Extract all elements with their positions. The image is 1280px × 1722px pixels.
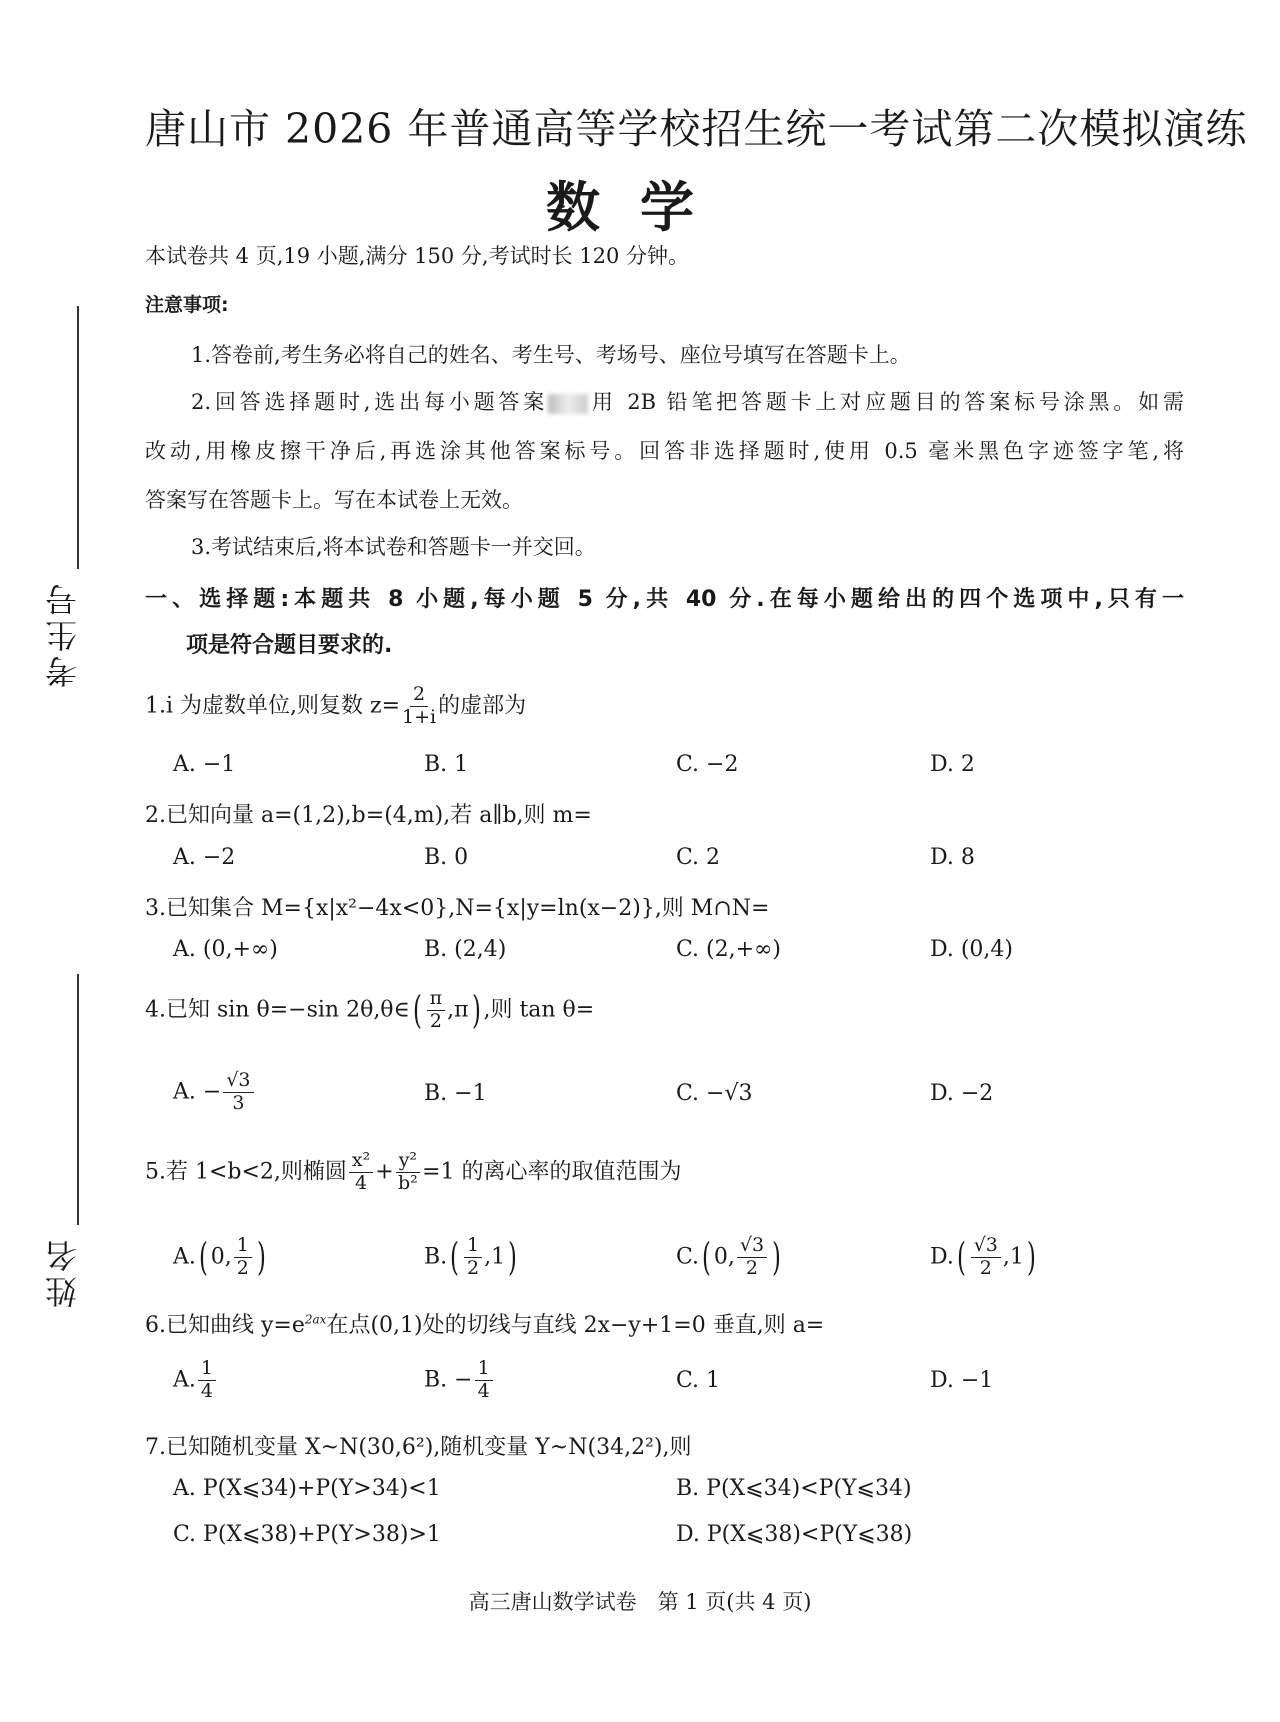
label: C. <box>676 1244 700 1270</box>
fraction <box>427 988 446 1033</box>
notice-text: 用 2B 铅笔把答题卡上对应题目的答案标号涂黑。如需 <box>588 390 1184 414</box>
exam-no-line <box>77 306 79 569</box>
q6-option-a <box>173 1358 218 1403</box>
question-4 <box>145 988 594 1033</box>
fraction <box>349 1150 373 1195</box>
denominator: 3 <box>232 1091 245 1114</box>
q2-option-d: D. 8 <box>930 845 975 870</box>
q6-option-b <box>424 1358 495 1403</box>
q5-option-c <box>676 1235 784 1280</box>
q2-option-c: C. 2 <box>676 845 721 870</box>
fraction <box>475 1358 493 1403</box>
name-label: 姓名 <box>44 1236 82 1308</box>
right-paren: ) <box>256 1235 266 1280</box>
q4-option-c: C. −√3 <box>676 1081 753 1106</box>
label: B. − <box>424 1367 473 1393</box>
numerator: 1 <box>234 1235 252 1258</box>
exponent: 2ax <box>304 1312 327 1327</box>
text: ,1 <box>484 1244 506 1270</box>
q2-option-b: B. 0 <box>424 845 469 870</box>
section-heading-line-1: 一、选择题:本题共 8 小题,每小题 5 分,共 40 分.在每小题给出的四个选项中,只有一 <box>145 587 1184 612</box>
text: 0, <box>713 1244 735 1270</box>
stem: 的虚部为 <box>438 693 527 719</box>
label: A. <box>173 1244 196 1270</box>
q4-option-b: B. −1 <box>424 1081 487 1106</box>
denominator: 1+i <box>402 705 437 728</box>
numerator: π <box>427 988 446 1011</box>
q7-option-b: B. P(X⩽34)<P(Y⩽34) <box>676 1476 912 1501</box>
notice-heading: 注意事项: <box>145 294 229 316</box>
blurred-region <box>548 394 588 414</box>
label: D. <box>930 1244 954 1270</box>
left-paren: ( <box>956 1235 966 1280</box>
fraction <box>223 1070 253 1115</box>
q3-option-c: C. (2,+∞) <box>676 937 781 962</box>
fraction <box>464 1235 482 1280</box>
q4-option-d: D. −2 <box>930 1081 994 1106</box>
numerator: x² <box>349 1150 373 1173</box>
numerator: 1 <box>464 1235 482 1258</box>
notice-item-2-line-2: 改动,用橡皮擦干净后,再选涂其他答案标号。回答非选择题时,使用 0.5 毫米黑色字迹签字笔,将 <box>145 439 1184 463</box>
q6-option-c: C. 1 <box>676 1368 721 1393</box>
numerator: y² <box>396 1150 420 1173</box>
denominator: b² <box>397 1171 418 1194</box>
stem: =1 的离心率的取值范围为 <box>422 1159 682 1185</box>
q1-option-d: D. 2 <box>930 752 975 777</box>
question-5 <box>145 1150 682 1195</box>
denominator: 2 <box>467 1256 480 1279</box>
exam-no-label: 考生号 <box>44 580 82 688</box>
q1-option-a: A. −1 <box>173 752 236 777</box>
subject-title: 数学 <box>546 176 734 239</box>
denominator: 2 <box>429 1009 442 1032</box>
denominator: 4 <box>355 1171 368 1194</box>
notice-item-3: 3.考试结束后,将本试卷和答题卡一并交回。 <box>191 535 596 559</box>
q3-option-d: D. (0,4) <box>930 937 1013 962</box>
numerator: √3 <box>971 1235 1001 1258</box>
q2-option-a: A. −2 <box>173 845 236 870</box>
right-paren: ) <box>772 1235 781 1280</box>
q6-option-d: D. −1 <box>930 1368 994 1393</box>
stem: 1.i 为虚数单位,则复数 z= <box>145 693 401 719</box>
stem: 5.若 1<b<2,则椭圆 <box>145 1159 347 1185</box>
notice-item-2-line-3: 答案写在答题卡上。写在本试卷上无效。 <box>145 488 523 512</box>
fraction <box>737 1235 767 1280</box>
stem: 4.已知 sin θ=−sin 2θ,θ∈ <box>145 997 410 1023</box>
exam-title: 唐山市 2026 年普通高等学校招生统一考试第二次模拟演练 <box>145 105 1248 153</box>
label: B. <box>424 1244 448 1270</box>
right-paren: ) <box>1026 1235 1036 1280</box>
stem: ,π <box>447 997 469 1023</box>
notice-item-1: 1.答卷前,考生务必将自己的姓名、考生号、考场号、座位号填写在答题卡上。 <box>191 343 911 367</box>
exam-info: 本试卷共 4 页,19 小题,满分 150 分,考试时长 120 分钟。 <box>145 244 689 268</box>
stem: 6.已知曲线 y=e <box>145 1313 305 1338</box>
question-7: 7.已知随机变量 X~N(30,6²),随机变量 Y~N(34,2²),则 <box>145 1435 692 1460</box>
stem: + <box>375 1159 394 1185</box>
notice-text: 2.回答选择题时,选出每小题答案 <box>191 390 549 414</box>
question-6 <box>145 1308 824 1339</box>
denominator: 2 <box>745 1256 759 1279</box>
fraction <box>971 1235 1001 1280</box>
q5-option-b <box>424 1235 520 1280</box>
stem: ,则 tan θ= <box>483 997 595 1023</box>
question-2: 2.已知向量 a=(1,2),b=(4,m),若 a∥b,则 m= <box>145 803 592 828</box>
q3-option-b: B. (2,4) <box>424 937 507 962</box>
right-paren: ) <box>471 988 481 1033</box>
q7-option-a: A. P(X⩽34)+P(Y>34)<1 <box>173 1476 441 1501</box>
fraction <box>234 1235 252 1280</box>
fraction <box>198 1358 216 1403</box>
q3-option-a: A. (0,+∞) <box>173 937 278 962</box>
page-footer: 高三唐山数学试卷 第 1 页(共 4 页) <box>468 1590 812 1614</box>
q4-option-a <box>173 1070 256 1115</box>
q1-option-c: C. −2 <box>676 752 739 777</box>
numerator: √3 <box>223 1070 253 1093</box>
denominator: 4 <box>477 1379 490 1402</box>
fraction <box>396 1150 420 1195</box>
left-paren: ( <box>450 1235 460 1280</box>
notice-item-2-line-1 <box>191 386 1184 416</box>
name-line <box>77 974 79 1225</box>
label: A. <box>173 1367 196 1393</box>
denominator: 2 <box>236 1256 249 1279</box>
q5-option-a <box>173 1235 269 1280</box>
denominator: 4 <box>200 1379 213 1402</box>
left-paren: ( <box>702 1235 711 1280</box>
fraction <box>402 684 436 729</box>
section-heading-line-2: 项是符合题目要求的. <box>186 633 393 658</box>
text: 0, <box>210 1244 232 1270</box>
numerator: 2 <box>410 684 428 707</box>
question-1 <box>145 684 526 729</box>
denominator: 2 <box>979 1256 992 1279</box>
label: A. − <box>173 1079 222 1105</box>
left-paren: ( <box>412 988 422 1033</box>
right-paren: ) <box>508 1235 517 1280</box>
q5-option-d <box>930 1235 1039 1280</box>
q7-option-d: D. P(X⩽38)<P(Y⩽38) <box>676 1522 913 1547</box>
question-3: 3.已知集合 M={x|x²−4x<0},N={x|y=ln(x−2)},则 M∩N= <box>145 896 770 921</box>
numerator: √3 <box>737 1235 767 1258</box>
left-paren: ( <box>198 1235 208 1280</box>
stem: 在点(0,1)处的切线与直线 2x−y+1=0 垂直,则 a= <box>326 1313 825 1338</box>
numerator: 1 <box>475 1358 493 1381</box>
numerator: 1 <box>198 1358 216 1381</box>
text: ,1 <box>1002 1244 1024 1270</box>
q7-option-c: C. P(X⩽38)+P(Y>38)>1 <box>173 1522 441 1547</box>
q1-option-b: B. 1 <box>424 752 469 777</box>
